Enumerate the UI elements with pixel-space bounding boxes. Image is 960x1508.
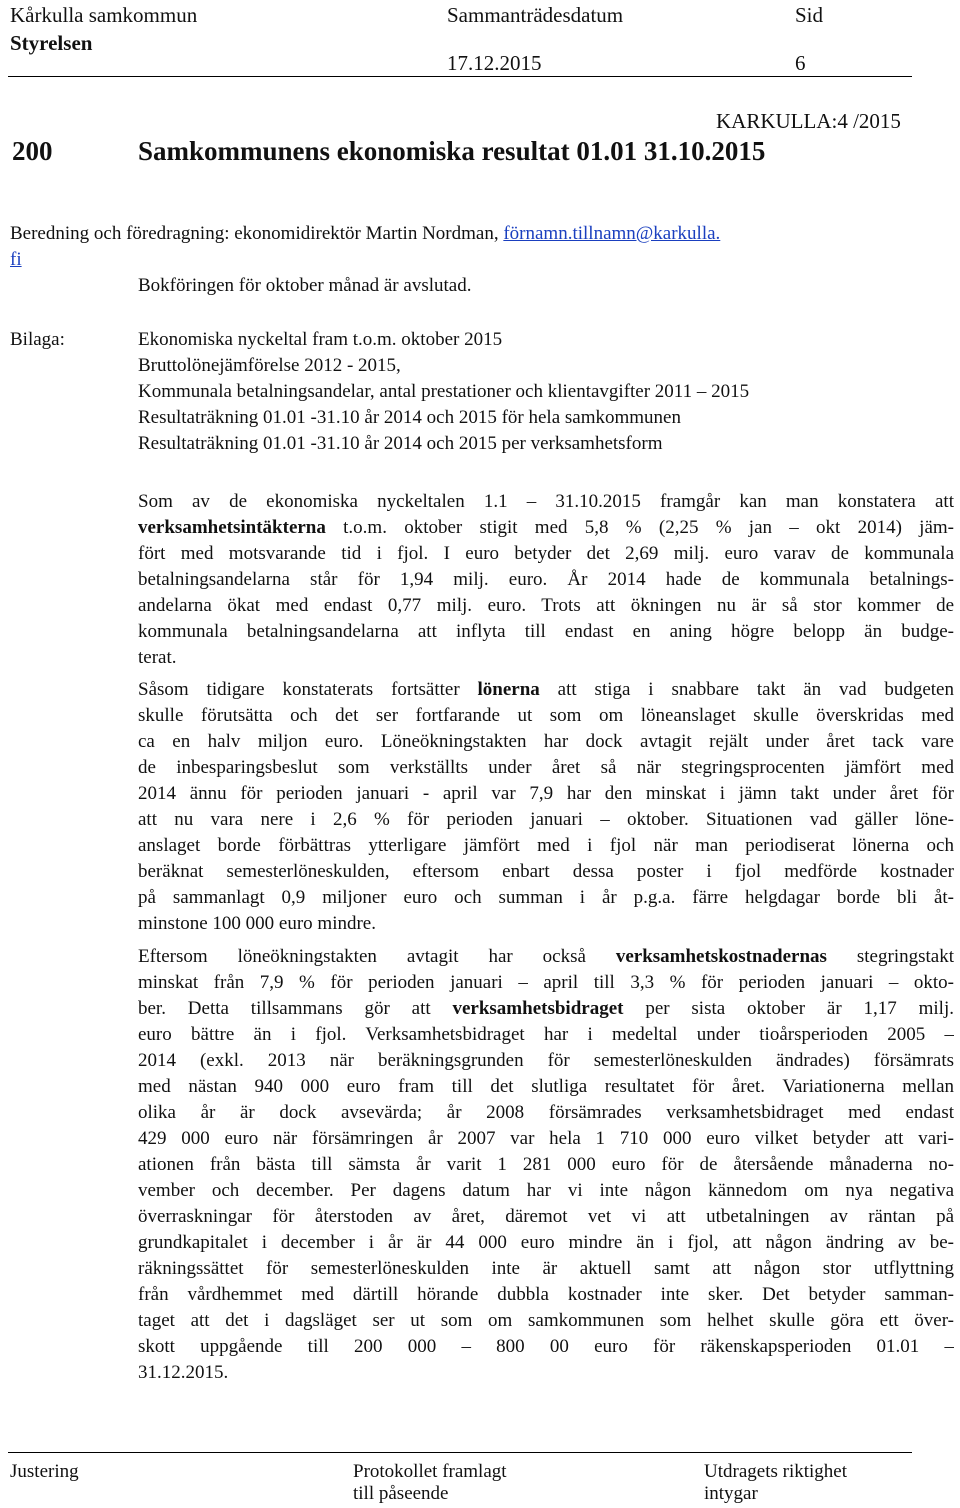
paragraph-line: kommunala betalningsandelarna att inflyta till endast en aning högre belopp än budge- — [138, 621, 954, 642]
paragraph-line: verksamhetsintäkterna t.o.m. oktober stigit med 5,8 % (2,25 % jan – okt 2014) jäm- — [138, 517, 954, 538]
footer-certify-label: Utdragets riktighet — [704, 1461, 847, 1482]
paragraph-line: 31.12.2015. — [138, 1362, 229, 1383]
page-label: Sid — [795, 3, 824, 27]
email-link[interactable]: förnamn.tillnamn@karkulla. — [503, 223, 721, 244]
paragraph-line: 2014 (exkl. 2013 när beräkningsgrunden för semesterlöneskulden ändrades) försämrats — [138, 1050, 954, 1071]
page-number: 6 — [795, 51, 806, 75]
meeting-date-label: Sammanträdesdatum — [447, 3, 624, 27]
paragraph-line: minskat från 7,9 % för perioden januari – april till 3,3 % för perioden januari – okto- — [138, 972, 954, 993]
paragraph-line: anslaget borde förbättras ytterligare jämfört med i fjol när man periodiserat lönerna och — [138, 835, 954, 856]
intro-text: Bokföringen för oktober månad är avslutad. — [138, 275, 472, 296]
paragraph-line: fört med motsvarande tid i fjol. I euro betyder det 2,69 milj. euro varav de kommunala — [138, 543, 954, 564]
preparation-line — [10, 221, 720, 247]
reference-number: KARKULLA:4 /2015 — [716, 109, 901, 133]
paragraph-line: Eftersom löneökningstakten avtagit har också verksamhetskostnadernas stegringstakt — [138, 946, 954, 967]
paragraph-line: ationen från bästa till sämsta år varit 1 281 000 euro för de återsående månaderna no- — [138, 1154, 954, 1175]
paragraph-line: vember och december. Per dagens datum har vi inte någon kännedom om nya negativa — [138, 1180, 954, 1201]
body-name: Styrelsen — [10, 31, 93, 55]
paragraph-line: med nästan 940 000 euro fram till det slutliga resultatet för året. Variationerna mellan — [138, 1076, 954, 1097]
term-salaries: lönerna — [477, 679, 540, 700]
paragraph-line: på sammanlagt 0,9 miljoner euro och summan i år p.g.a. färre helgdagar borde bli åt- — [138, 887, 954, 908]
term-revenues: verksamhetsintäkterna — [138, 517, 326, 538]
attachment-item: Resultaträkning 01.01 -31.10 år 2014 och 2015 per verksamhetsform — [138, 433, 663, 454]
paragraph-line: taget att det i dagsläget ser ut som om samkommunen som helhet skulle göra ett över- — [138, 1310, 954, 1331]
paragraph-revenues — [138, 489, 954, 671]
paragraph-line: betalningsandelarna står för 1,94 milj. euro. År 2014 hade de kommunala betalnings- — [138, 569, 954, 590]
footer-certify-label-2: intygar — [704, 1483, 758, 1504]
paragraph-line: euro bättre än i fjol. Verksamhetsbidraget har i medeltal under tioårsperioden 2005 – — [138, 1024, 954, 1045]
section-number: 200 — [12, 136, 53, 166]
attachment-item: Bruttolönejämförelse 2012 - 2015, — [138, 355, 401, 376]
paragraph-line: 429 000 euro när försämringen år 2007 var hela 1 710 000 euro vilket betyder att vari- — [138, 1128, 954, 1149]
attachment-item: Resultaträkning 01.01 -31.10 år 2014 och 2015 för hela samkommunen — [138, 407, 681, 428]
meeting-date: 17.12.2015 — [447, 51, 542, 75]
paragraph-line: olika år är dock avsevärda; år 2008 försämrades verksamhetsbidraget med endast — [138, 1102, 954, 1123]
paragraph-line: skulle förutsätta och det ser fortfarande ut som om löneanslaget skulle överskridas med — [138, 705, 954, 726]
footer-rule — [8, 1452, 912, 1453]
section-title: Samkommunens ekonomiska resultat 01.01 31.10.2015 — [138, 136, 766, 166]
paragraph-salaries — [138, 677, 954, 937]
paragraph-line: ca en halv miljon euro. Löneökningstakten har dock avtagit rejält under året tack vare — [138, 731, 954, 752]
paragraph-line: från vårdhemmet med därtill hörande dubbla kostnader inte sker. Det betyder samman- — [138, 1284, 954, 1305]
paragraph-line: Som av de ekonomiska nyckeltalen 1.1 – 31.10.2015 framgår kan man konstatera att — [138, 491, 954, 512]
attachment-item: Kommunala betalningsandelar, antal prestationer och klientavgifter 2011 – 2015 — [138, 381, 750, 402]
preparation-text: Beredning och föredragning: ekonomidirektör Martin Nordman, — [10, 223, 504, 244]
term-operating-costs: verksamhetskostnadernas — [615, 946, 827, 967]
paragraph-line: ber. Detta tillsammans gör att verksamhetsbidraget per sista oktober är 1,17 milj. — [138, 998, 954, 1019]
paragraph-line: skott uppgående till 200 000 – 800 00 euro för räkenskapsperioden 01.01 – — [138, 1336, 954, 1357]
attachments-label: Bilaga: — [10, 329, 65, 350]
paragraph-line: de inbesparingsbeslut som verkställts under året så när stegringsprocenten jämfört med — [138, 757, 954, 778]
header-rule — [8, 76, 912, 77]
paragraph-line: terat. — [138, 647, 177, 668]
paragraph-line: beräknat semesterlöneskulden, eftersom enbart dessa poster i fjol medförde kostnader — [138, 861, 954, 882]
term-operating-contribution: verksamhetsbidraget — [452, 998, 624, 1019]
paragraph-line: Såsom tidigare konstaterats fortsätter lönerna att stiga i snabbare takt än vad budgeten — [138, 679, 954, 700]
footer-protocol-label-2: till påseende — [353, 1483, 449, 1504]
attachment-item: Ekonomiska nyckeltal fram t.o.m. oktober 2015 — [138, 329, 503, 350]
paragraph-operating-costs — [138, 944, 954, 1386]
paragraph-line: andelarna ökat med endast 0,77 milj. euro. Trots att ökningen nu är så stor kommer de — [138, 595, 954, 616]
footer-justering: Justering — [10, 1461, 79, 1482]
email-link-continued[interactable]: fi — [10, 249, 22, 270]
paragraph-line: 2014 ännu för perioden januari - april var 7,9 har den minskat i jämn takt under året för — [138, 783, 954, 804]
paragraph-line: minstone 100 000 euro mindre. — [138, 913, 376, 934]
paragraph-line: grundkapitalet i december i år är 44 000 euro mindre än i fjol, att någon ändring av be- — [138, 1232, 954, 1253]
attachments-list — [138, 327, 749, 457]
paragraph-line: överraskningar för återstoden av året, däremot vet vi att utbetalningen av räntan på — [138, 1206, 954, 1227]
paragraph-line: räkningssättet för semesterlöneskulden inte är aktuell samt att någon stor utflyttning — [138, 1258, 954, 1279]
preparation-line-2 — [10, 247, 22, 273]
paragraph-line: att nu vara nere i 2,6 % för perioden januari – oktober. Situationen vad gäller löne- — [138, 809, 954, 830]
footer-protocol-label: Protokollet framlagt — [353, 1461, 507, 1482]
org-name: Kårkulla samkommun — [10, 3, 198, 27]
